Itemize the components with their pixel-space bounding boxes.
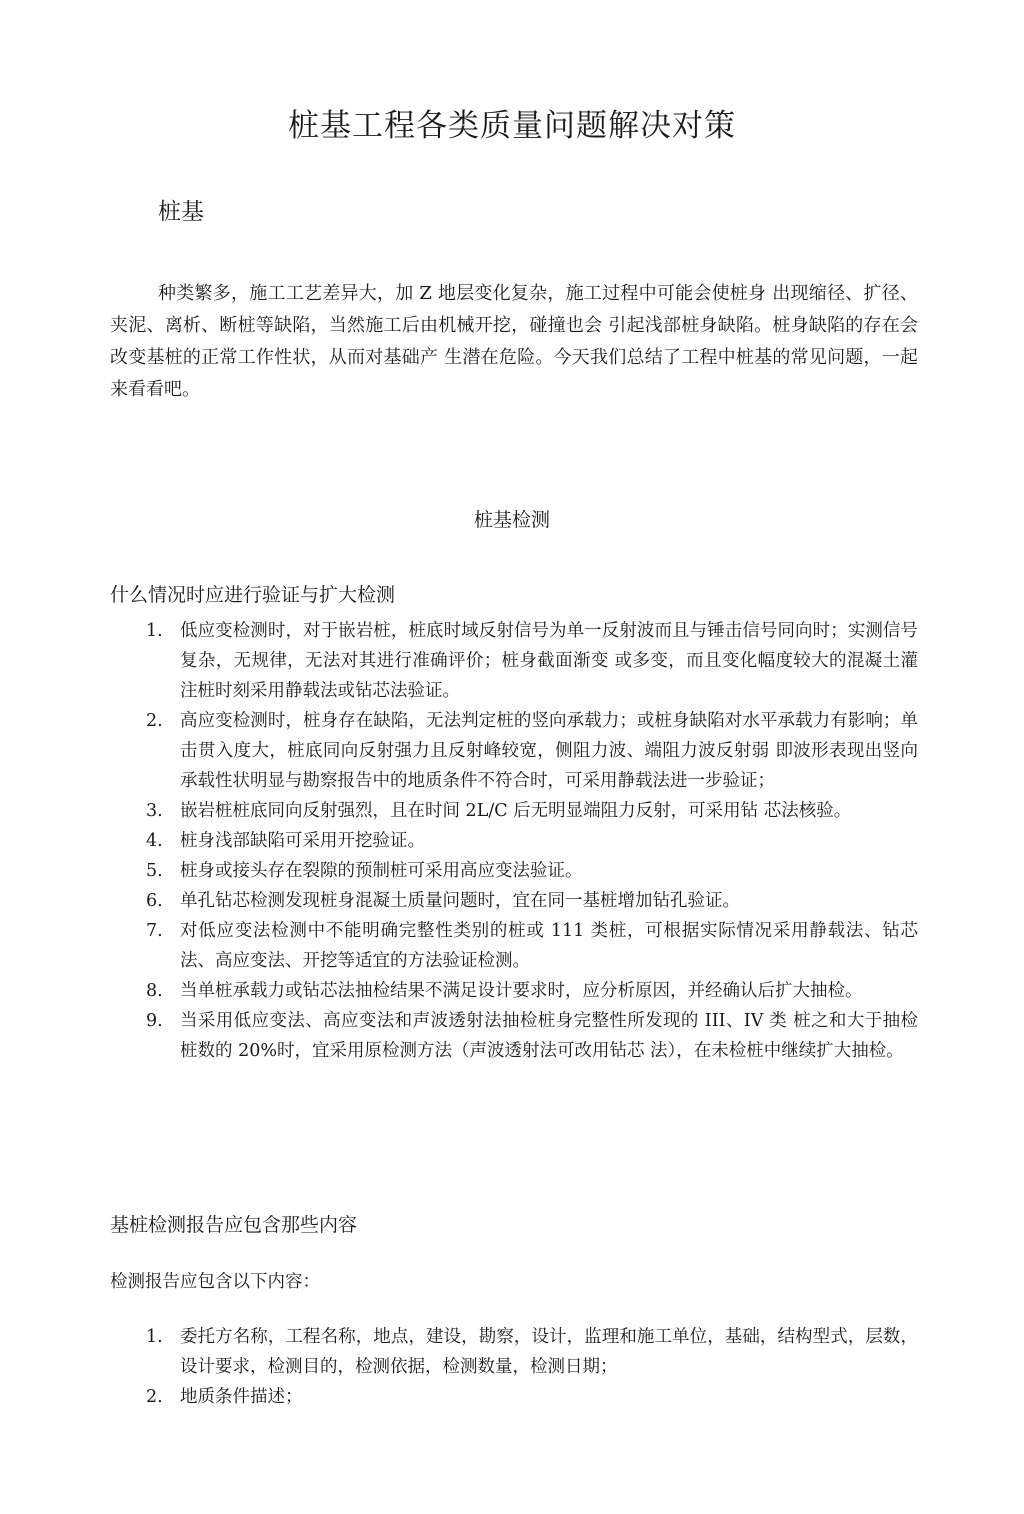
intro-paragraph: 种类繁多，施工工艺差异大，加 Z 地层变化复杂，施工过程中可能会使桩身 出现缩径、扩径、夹泥、离析、断桩等缺陷，当然施工后由机械开挖，碰撞也会 引起浅部桩身缺陷。桩身缺陷的存在会改变基桩的正常工作性状，从而对基础产 生潜在危险。今天我们总结了工程中桩基的常见问题，一起来看看吧。 [110,283,918,400]
q1-heading: 什么情况时应进行验证与扩大检测 [110,584,396,606]
list-item: 2. 高应变检测时，桩身存在缺陷，无法判定桩的竖向承载力；或桩身缺陷对水平承载力有影响；单击贯入度大，桩底同向反射强力且反射峰较宽，侧阻力波、端阻力波反射弱 即波形表现出竖向承载性状明显与勘察报告中的地质条件不符合时，可采用静载法进一步验证； [146,711,918,791]
list-item: 3. 嵌岩桩桩底同向反射强烈，且在时间 2L/C 后无明显端阻力反射，可采用钻 芯法核验。 [146,801,852,821]
section-label: 桩基 [158,199,204,225]
q2-intro: 检测报告应包含以下内容： [110,1272,320,1292]
list-item: 6. 单孔钻芯检测发现桩身混凝土质量问题时，宜在同一基桩增加钻孔验证。 [146,891,740,911]
document-title: 桩基工程各类质量问题解决对策 [288,108,736,144]
list-item: 9. 当采用低应变法、高应变法和声波透射法抽检桩身完整性所发现的 III、IV 类 桩之和大于抽检桩数的 20%时，宜采用原检测方法（声波透射法可改用钻芯 法），在未检桩中继续扩大抽检。 [146,1011,918,1061]
list-item: 7. 对低应变法检测中不能明确完整性类别的桩或 111 类桩，可根据实际情况采用静载法、钻芯法、高应变法、开挖等适宜的方法验证检测。 [146,921,918,971]
list-item: 1. 低应变检测时，对于嵌岩桩，桩底时域反射信号为单一反射波而且与锤击信号同向时；实测信号复杂，无规律，无法对其进行准确评价；桩身截面渐变 或多变，而且变化幅度较大的混凝土灌注桩时刻采用静载法或钻芯法验证。 [146,621,918,701]
q1-list [110,616,918,1066]
list-item: 1. 委托方名称，工程名称，地点，建设，勘察，设计，监理和施工单位，基础，结构型式，层数，设计要求，检测目的，检测依据，检测数量，检测日期； [146,1327,918,1377]
center-heading: 桩基检测 [473,509,550,531]
q2-heading: 基桩检测报告应包含那些内容 [110,1214,358,1236]
list-item: 8. 当单桩承载力或钻芯法抽检结果不满足设计要求时，应分析原因，并经确认后扩大抽检。 [146,981,863,1001]
list-item: 4. 桩身浅部缺陷可采用开挖验证。 [146,831,425,851]
q2-list [110,1322,918,1412]
list-item: 5. 桩身或接头存在裂隙的预制桩可采用高应变法验证。 [146,861,583,881]
list-item: 2. 地质条件描述； [146,1387,303,1407]
